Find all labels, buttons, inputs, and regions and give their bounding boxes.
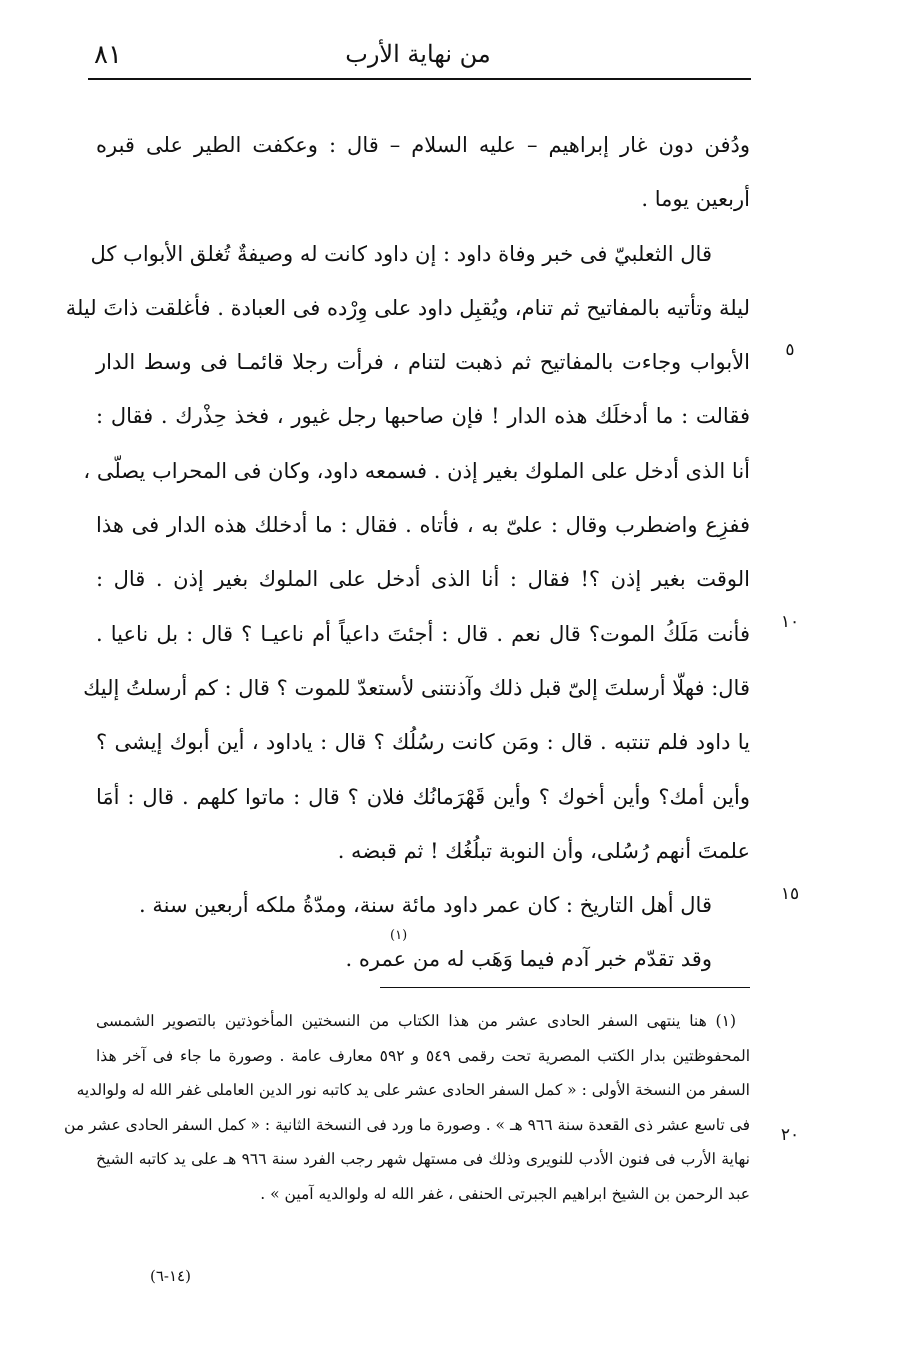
header-rule xyxy=(88,78,751,80)
footnote-line: المحفوظتين بدار الكتب المصرية تحت رقمى ٥٤٩ و ٥٩٢ معارف عامة . وصورة ما جاء فى آخر هذا xyxy=(96,1046,751,1065)
text-line: قال: فهلّا أرسلتَ إلىّ قبل ذلك وآذنتنى لأستعدّ للموت ؟ قال : كم أرسلتُ إليك xyxy=(83,675,750,700)
text-line: وقد تقدّم خبر آدم فيما وَهَب له من عمره . xyxy=(345,947,712,972)
footnote-line: نهاية الأرب فى فنون الأدب للنويرى وذلك فى مستهل شهر رجب الفرد سنة ٩٦٦ هـ على يد كاتبه الشيخ xyxy=(96,1150,750,1168)
text-line: ليلة وتأتيه بالمفاتيح ثم تنام، ويُقبِل داود على وِرْده فى العبادة . فأغلقت ذاتَ ليلة xyxy=(65,295,750,320)
text-line: ففزِع واضطرب وقال : علىّ به ، فأتاه . فقال : ما أدخلك هذه الدار فى هذا xyxy=(96,513,750,538)
text-line: يا داود فلم تنتبه . قال : ومَن كانت رسُلُك ؟ قال : ياداود ، أين أبوك إيشى ؟ xyxy=(96,730,750,755)
text-line: فقالت : ما أدخلَك هذه الدار ! فإن صاحبها رجل غيور ، فخذ حِذْرك . فقال : xyxy=(96,404,750,429)
text-line: الوقت بغير إذن ؟! فقال : أنا الذى أدخل على الملوك بغير إذن . قال : xyxy=(96,567,750,592)
footnote-line: عبد الرحمن بن الشيخ ابراهيم الجبرتى الحنفى ، غفر الله له ولوالديه آمين » . xyxy=(260,1184,750,1203)
footnote-reference: (١) xyxy=(390,928,408,943)
line-number-marker: ١٥ xyxy=(780,884,800,904)
text-line: فأنت مَلَكُ الموت؟ قال نعم . قال : أجئتَ داعياً أم ناعيـا ؟ قال : بل ناعيا . xyxy=(96,621,750,646)
line-number-marker: ٥ xyxy=(785,340,795,360)
footnote-line: (١) هنا ينتهى السفر الحادى عشر من هذا الكتاب من النسختين المأخوذتين بالتصوير الشمسى xyxy=(96,1012,736,1030)
line-number-marker: ٢٠ xyxy=(780,1125,800,1145)
text-line: قال الثعلبيّ فى خبر وفاة داود : إن داود كانت له وصيفةٌ تُغلق الأبواب كل xyxy=(90,241,712,266)
footnote-line: السفر من النسخة الأولى : « كمل السفر الحادى عشر على يد كاتبه نور الدين العاملى غفر الله له ولوالديه xyxy=(76,1081,750,1099)
text-line: أربعين يوما . xyxy=(641,187,750,212)
line-number-marker: ١٠ xyxy=(780,612,800,632)
text-line: ودُفن دون غار إبراهيم – عليه السلام – قال : وعكفت الطير على قبره xyxy=(96,133,750,157)
page-number: ٨١ xyxy=(94,40,122,70)
page-header xyxy=(88,38,748,80)
footnote-separator xyxy=(380,987,750,988)
text-line: الأبواب وجاءت بالمفاتيح ثم ذهبت لتنام ، فرأت رجلا قائمـا فى وسط الدار xyxy=(96,350,750,375)
signature-mark: (١٤-٦) xyxy=(150,1267,191,1285)
text-line: قال أهل التاريخ : كان عمر داود مائة سنة، ومدّةُ ملكه أربعين سنة . xyxy=(139,893,712,918)
text-line: وأين أمك؟ وأين أخوك ؟ وأين قَهْرَمانُك فلان ؟ قال : ماتوا كلهم . قال : أمَا xyxy=(96,784,750,809)
footnotes xyxy=(64,1004,751,1211)
running-title: من نهاية الأرب xyxy=(345,40,491,68)
text-line: علمتَ أنهم رُسُلى، وأن النوبة تبلُغُك ! ثم قبضه . xyxy=(337,838,750,863)
main-text xyxy=(65,118,750,987)
footnote-line: فى تاسع عشر ذى القعدة سنة ٩٦٦ هـ » . وصورة ما ورد فى النسخة الثانية : « كمل السفر الحادى عشر من xyxy=(64,1115,750,1134)
text-line: أنا الذى أدخل على الملوك بغير إذن . فسمعه داود، وكان فى المحراب يصلّى ، xyxy=(83,458,750,483)
